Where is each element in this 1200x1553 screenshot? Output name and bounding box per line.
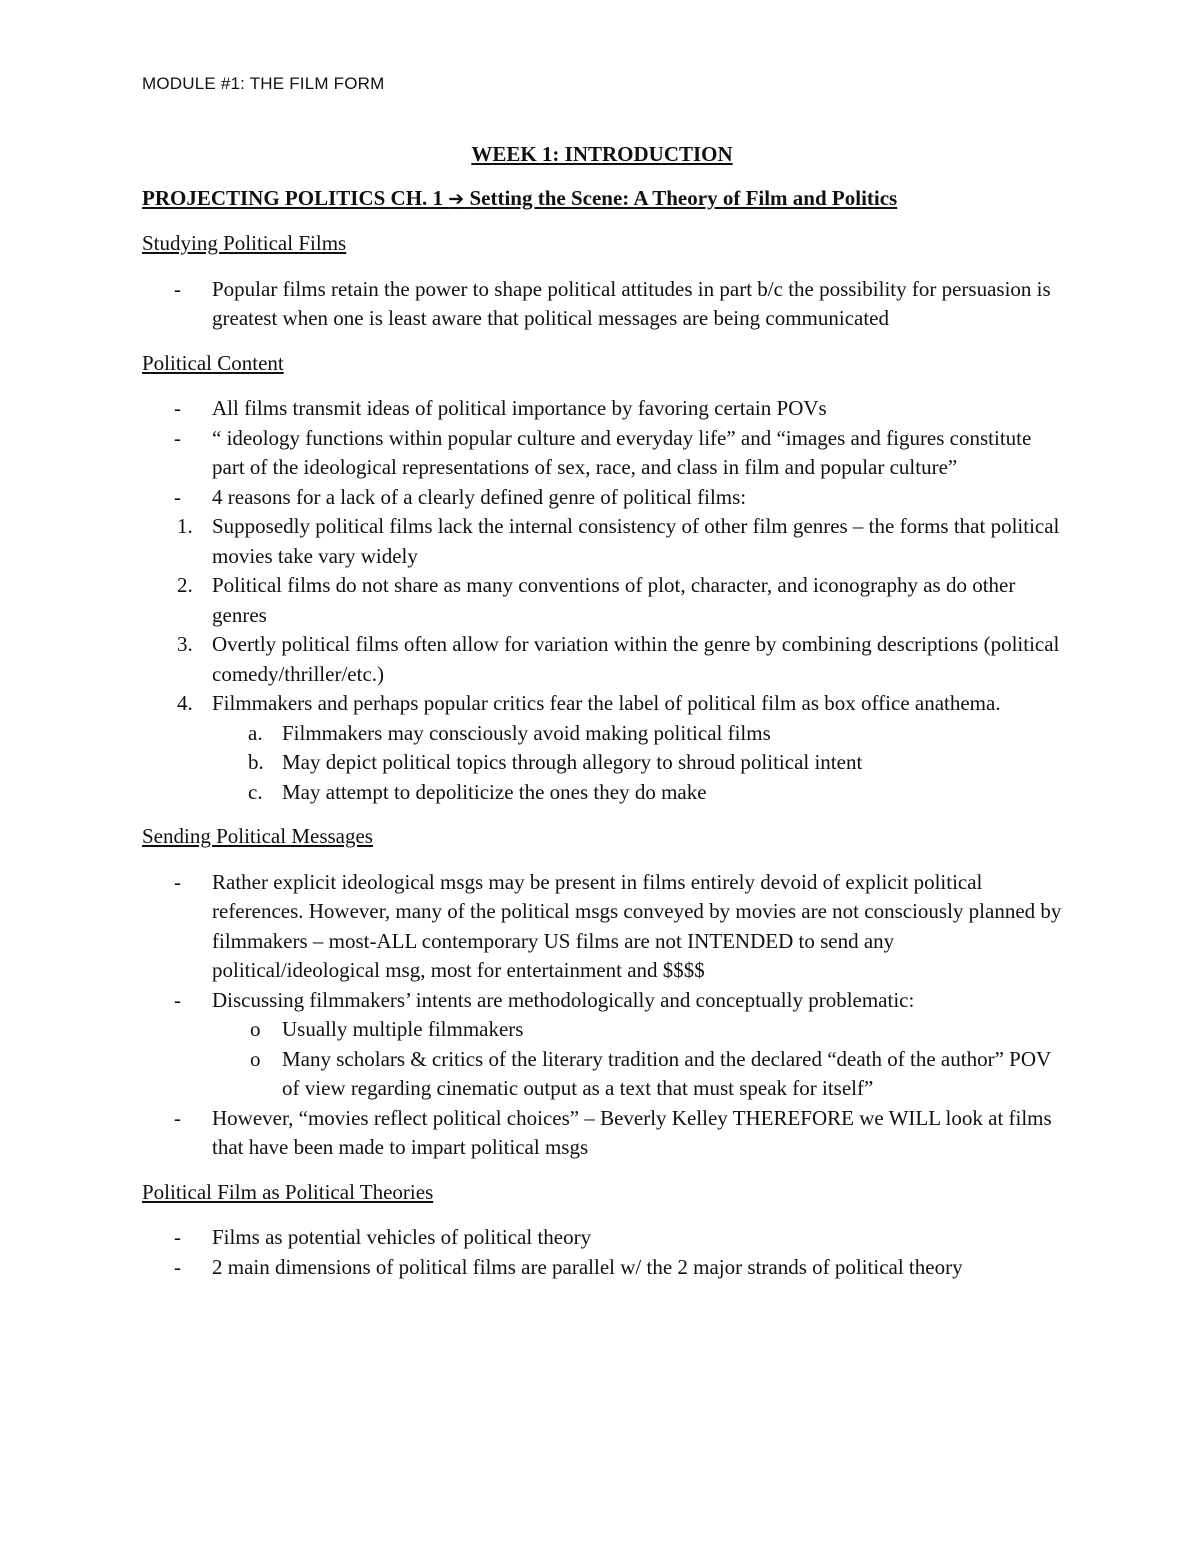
dash-marker: - (174, 869, 181, 894)
list-item (142, 1104, 1062, 1163)
reason-item (107, 689, 1062, 807)
dash-marker: - (174, 1254, 181, 1279)
list-item (142, 986, 1062, 1104)
dash-marker: - (174, 276, 181, 301)
letter-marker: b. (248, 750, 264, 774)
sub-reason-item (212, 748, 1062, 778)
list-item-text: Rather explicit ideological msgs may be present in films entirely devoid of explicit political references. However, many of the political msgs conveyed by movies are not consciously planned by filmmakers – most-ALL contemporary US films are not INTENDED to send any political/ideological msg, most for entertainment and $$$$ (212, 869, 1062, 982)
number-marker: 1. (177, 514, 193, 538)
messages-list (142, 868, 1062, 1163)
dash-marker: - (174, 484, 181, 509)
list-item (142, 275, 1062, 334)
reasons-list (107, 512, 1062, 807)
section-heading-studying: Studying Political Films (142, 231, 347, 255)
intent-problems-list (142, 1015, 1062, 1104)
section-heading-content: Political Content (142, 350, 284, 375)
subtitle-left: PROJECTING POLITICS CH. 1 (142, 185, 444, 210)
sub-reason-text: May depict political topics through allegory to shroud political intent (282, 750, 863, 774)
list-item (142, 868, 1062, 986)
sub-reason-item (212, 719, 1062, 749)
list-item (142, 424, 1062, 483)
dash-marker: - (174, 987, 181, 1012)
list-item-text: 4 reasons for a lack of a clearly defined genre of political films: (212, 484, 747, 509)
sub-reason-text: May attempt to depoliticize the ones they do make (282, 779, 707, 804)
page-header: MODULE #1: THE FILM FORM (142, 74, 385, 93)
sub-reason-item (212, 778, 1062, 808)
list-item (142, 394, 1062, 424)
list-item-text: Discussing filmmakers’ intents are methodologically and conceptually problematic: (212, 987, 915, 1012)
dash-marker: - (174, 1105, 181, 1130)
reason-text: Supposedly political films lack the internal consistency of other film genres – the forms that political movies take vary widely (212, 514, 1060, 568)
number-marker: 3. (177, 632, 193, 656)
list-item-text: All films transmit ideas of political importance by favoring certain POVs (212, 396, 827, 420)
number-marker: 4. (177, 691, 193, 715)
reason-text: Overtly political films often allow for variation within the genre by combining descriptions (political comedy/thriller/etc.) (212, 632, 1060, 686)
list-item (142, 1223, 1062, 1253)
dash-marker: - (174, 396, 181, 420)
reason-text: Filmmakers and perhaps popular critics fear the label of political film as box office anathema. (212, 691, 1001, 715)
document-body (142, 140, 1062, 1297)
section-heading-theories: Political Film as Political Theories (142, 1179, 434, 1204)
list-item (142, 483, 1062, 513)
list-item (142, 1253, 1062, 1283)
section-heading-messages: Sending Political Messages (142, 824, 373, 848)
list-item-text: “ ideology functions within popular culture and everyday life” and “images and figures constitute part of the ideological representations of sex, race, and class in film and popular culture” (212, 425, 1032, 479)
circle-item-text: Many scholars & critics of the literary tradition and the declared “death of the author” POV of view regarding cinematic output as a text that must speak for itself” (282, 1046, 1051, 1100)
reason-text: Political films do not share as many conventions of plot, character, and iconography as do other genres (212, 573, 1016, 627)
subtitle-right: Setting the Scene: A Theory of Film and Politics (469, 185, 898, 210)
number-marker: 2. (177, 573, 193, 597)
letter-marker: a. (248, 720, 263, 745)
theories-list (142, 1223, 1062, 1282)
circle-item (212, 1015, 1062, 1045)
circle-item-text: Usually multiple filmmakers (282, 1017, 524, 1041)
reason-item (107, 630, 1062, 689)
letter-marker: c. (248, 779, 263, 804)
content-list (142, 394, 1062, 512)
list-item-text: 2 main dimensions of political films are parallel w/ the 2 major strands of political theory (212, 1254, 963, 1279)
sub-reasons-list (212, 719, 1062, 808)
dash-marker: - (174, 1225, 181, 1249)
list-item-text: Films as potential vehicles of political theory (212, 1225, 592, 1249)
circle-item (212, 1045, 1062, 1104)
dash-marker: - (174, 425, 181, 450)
reason-item (107, 512, 1062, 571)
list-item-text: Popular films retain the power to shape political attitudes in part b/c the possibility for persuasion is greatest when one is least aware that political messages are being communicated (212, 276, 1051, 330)
circle-bullet-icon: o (250, 1046, 261, 1071)
page-title: WEEK 1: INTRODUCTION (471, 142, 733, 166)
list-item-text: However, “movies reflect political choices” – Beverly Kelley THEREFORE we WILL look at films that have been made to impart political msgs (212, 1105, 1052, 1159)
studying-list (142, 275, 1062, 334)
sub-reason-text: Filmmakers may consciously avoid making political films (282, 720, 771, 745)
right-arrow-icon: ➔ (448, 187, 465, 210)
reason-item (107, 571, 1062, 630)
chapter-subtitle (142, 184, 1062, 215)
circle-bullet-icon: o (250, 1017, 261, 1041)
